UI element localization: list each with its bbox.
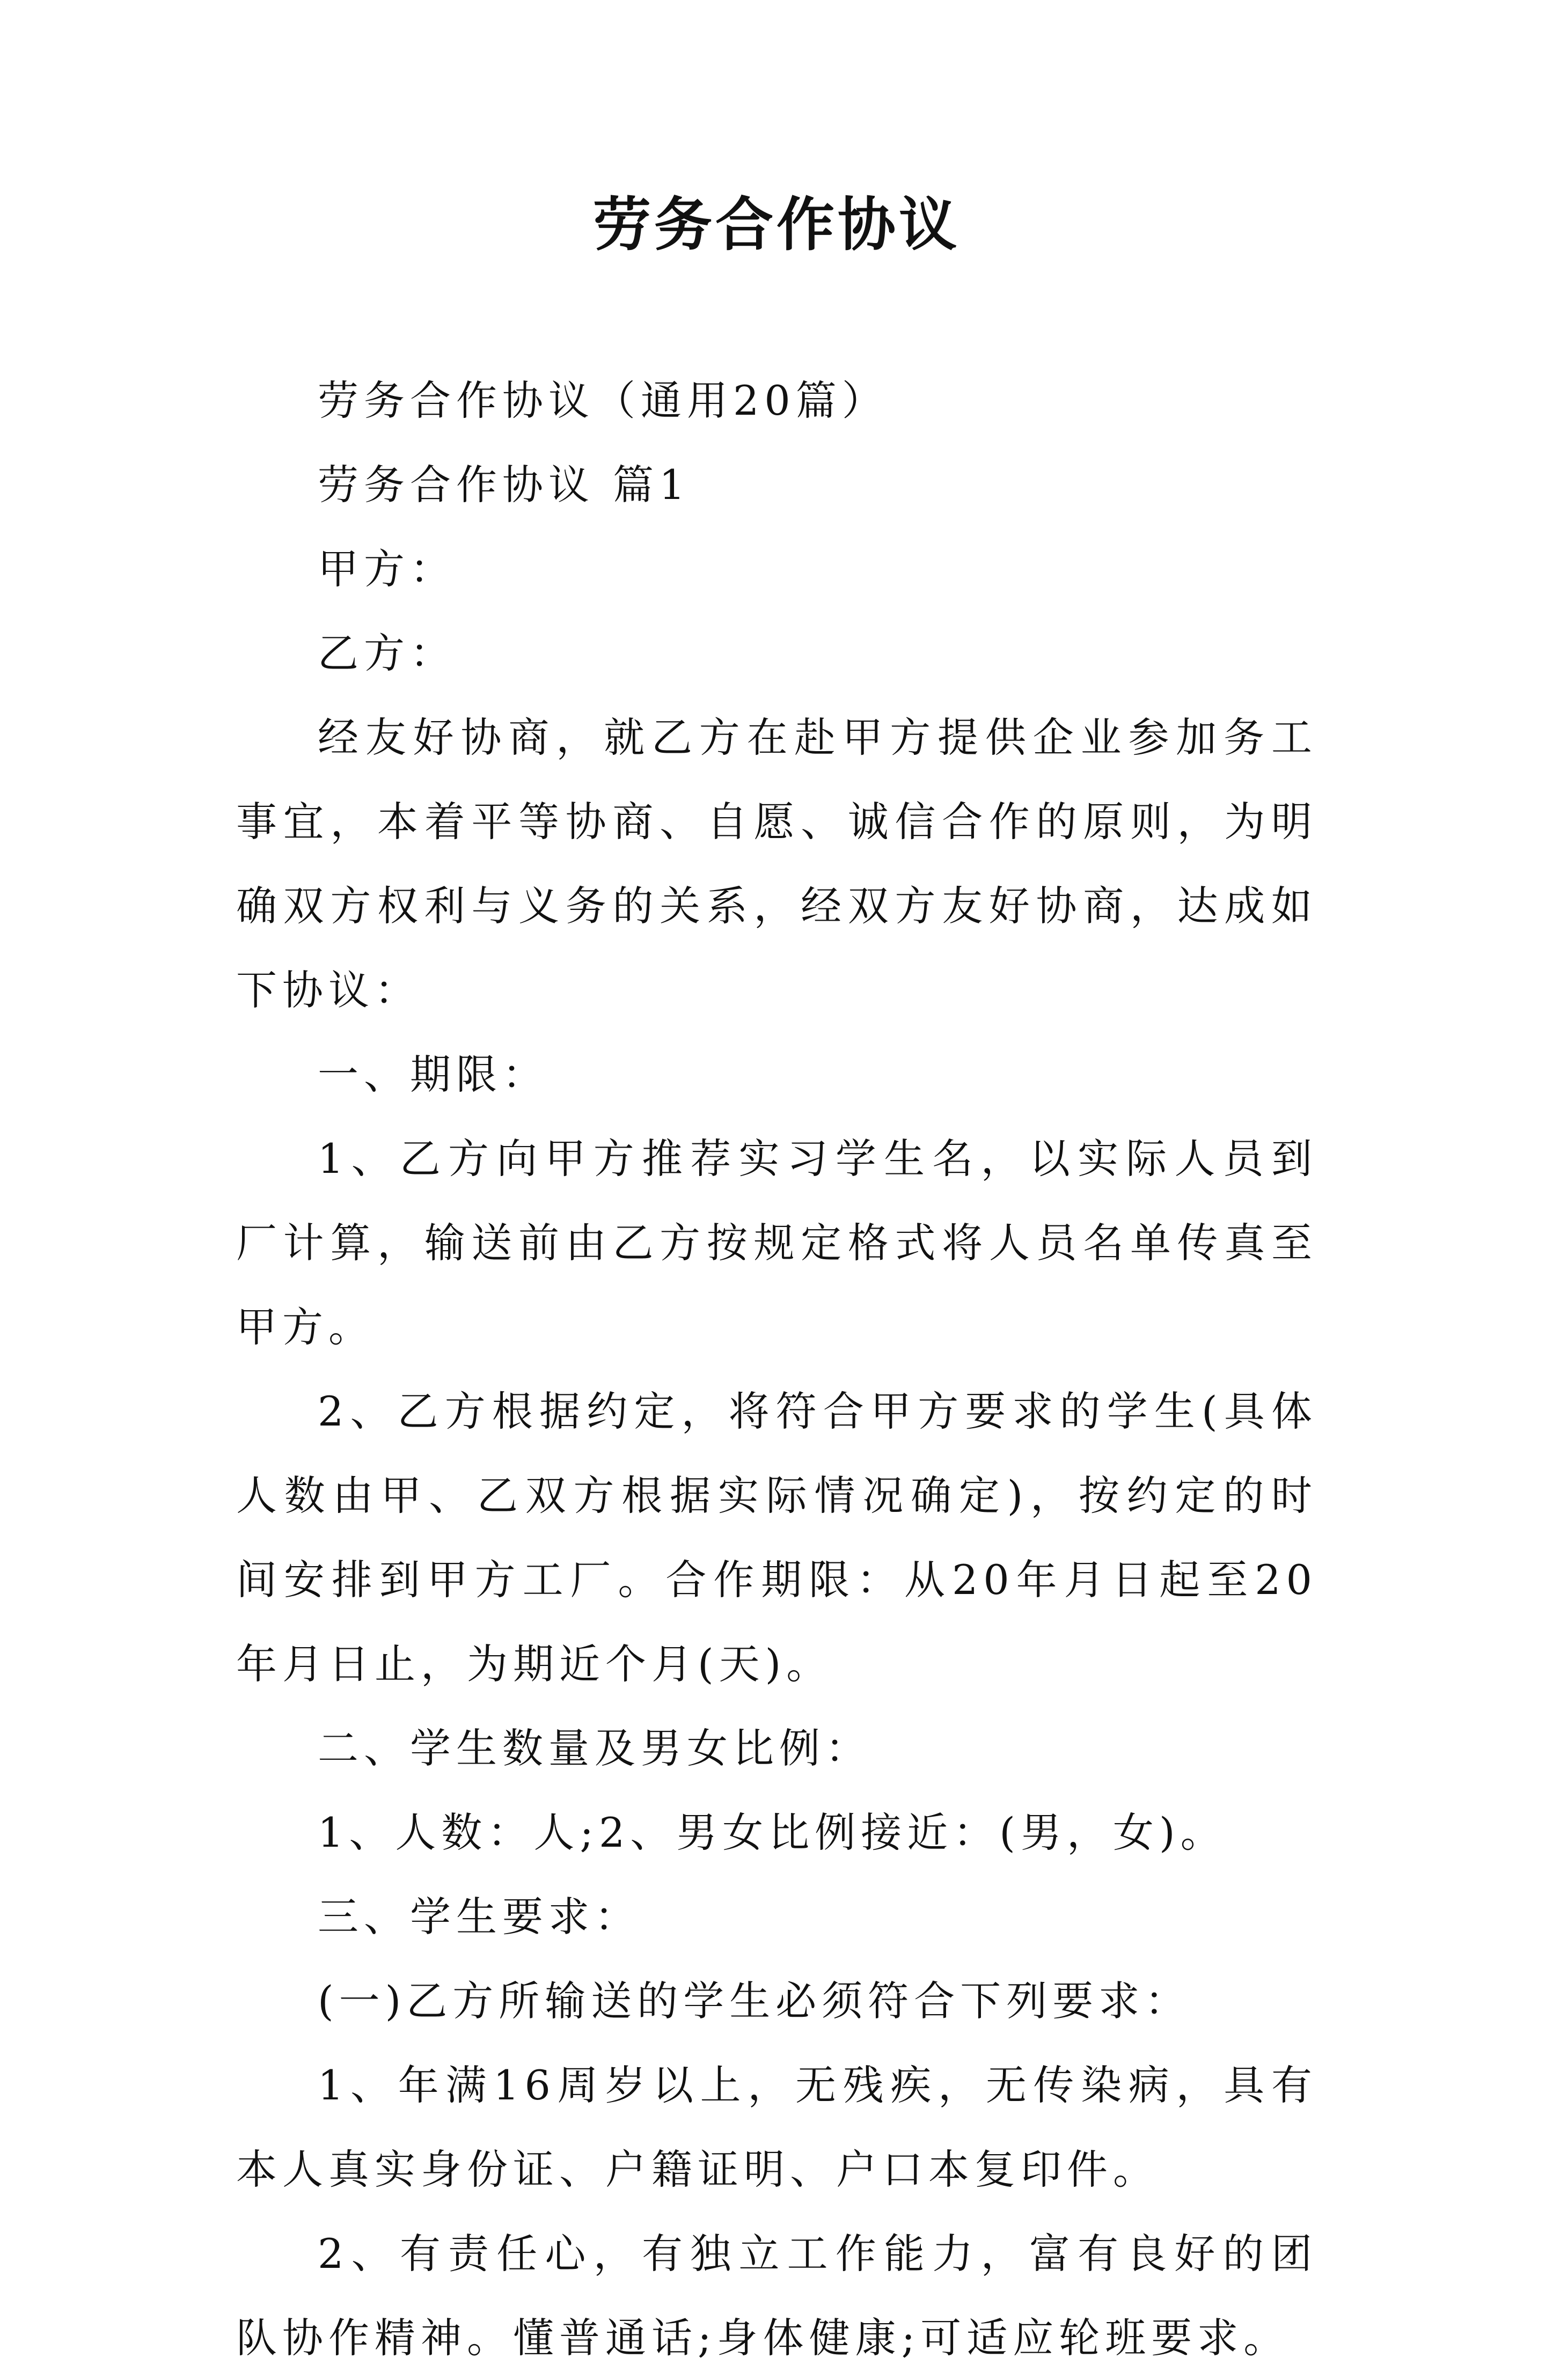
paragraph-party-b: 乙方： [318,629,456,677]
paragraph-section-heading: 劳务合作协议 篇1 [318,461,691,509]
document-title: 劳务合作协议 [592,192,960,259]
paragraph-preamble: 经友好协商，就乙方在赴甲方提供企业参加务工事宜，本着平等协商、自愿、诚信合作的原则，为明确双方权利与义务的关系，经双方友好协商，达成如下协议： [236,714,1317,1014]
paragraph-requirement-1: 1、年满16周岁以上，无残疾，无传染病，具有本人真实身份证、户籍证明、户口本复印件。 [236,2061,1317,2193]
paragraph-requirements-intro: (一)乙方所输送的学生必须符合下列要求： [318,1977,1191,2025]
paragraph-heading-requirements: 三、学生要求： [318,1893,641,1941]
paragraph-requirement-2: 2、有责任心，有独立工作能力，富有良好的团队协作精神。懂普通话;身体健康;可适应轮班要求。 [236,2230,1317,2362]
paragraph-collection-title: 劳务合作协议（通用20篇） [318,377,888,424]
paragraph-term-item-1: 1、乙方向甲方推荐实习学生名，以实际人员到厂计算，输送前由乙方按规定格式将人员名单传真至甲方。 [236,1135,1317,1351]
paragraph-term-item-2: 2、乙方根据约定，将符合甲方要求的学生(具体人数由甲、乙双方根据实际情况确定)，按约定的时间安排到甲方工厂。合作期限：从20年月日起至20年月日止，为期近个月(天)。 [236,1387,1317,1688]
paragraph-heading-term: 一、期限： [318,1051,548,1098]
document-body [236,358,1317,2380]
paragraph-heading-quantity: 二、学生数量及男女比例： [318,1724,871,1772]
paragraph-party-a: 甲方： [318,545,456,593]
paragraph-quantity-item: 1、人数：人;2、男女比例接近：(男，女)。 [318,1809,1227,1856]
